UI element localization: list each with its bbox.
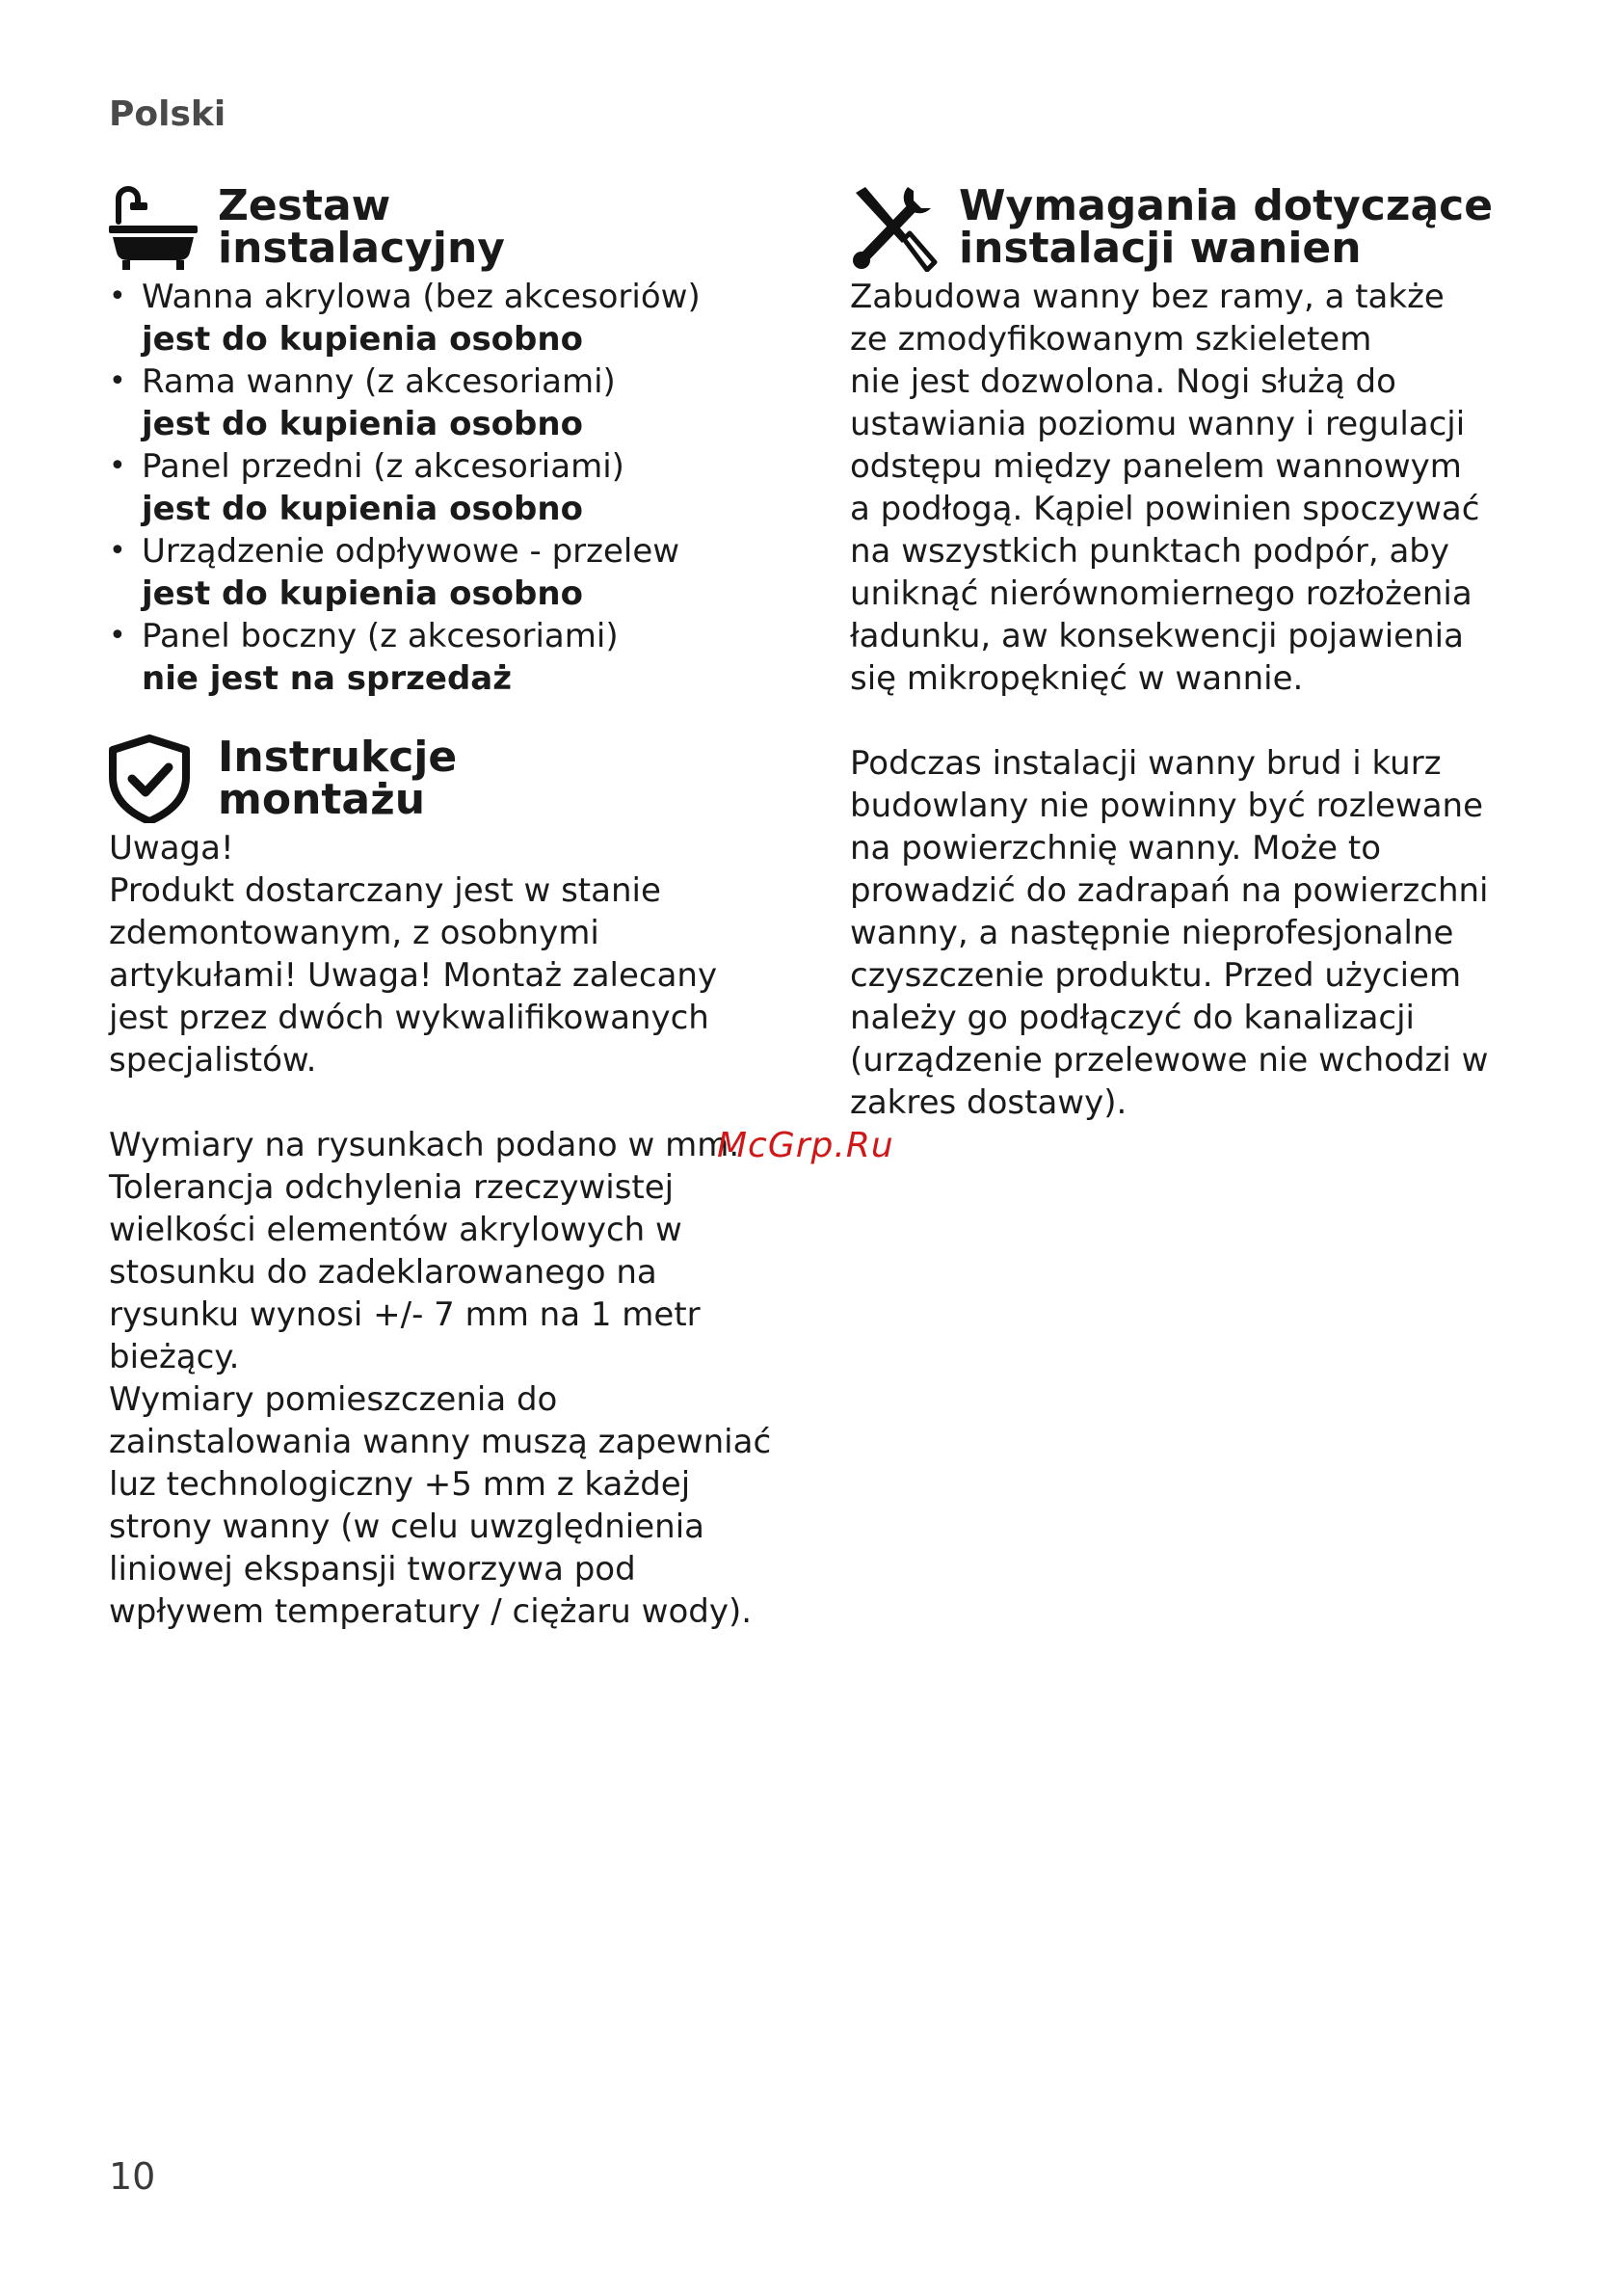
bathtub-shower-icon <box>109 183 198 272</box>
list-item: • Urządzenie odpływowe - przelew jest do kupienia osobno <box>109 530 764 615</box>
mounting-section <box>109 734 803 1633</box>
requirements-paragraph-1: Zabudowa wanny bez ramy, a także ze zmodyfikowanym szkieletem nie jest dozwolona. Nogi służą do ustawiania poziomu wanny i regulacji odstępu między panelem wannowym a podłogą. Kąpiel powinien spoczywać na wszystkich punktach podpór, aby uniknąć nierównomiernego rozłożenia ładunku, aw konsekwencji pojawienia się mikropęknięć w wannie. <box>850 278 1480 698</box>
requirements-paragraph-2: Podczas instalacji wanny brud i kurz budowlany nie powinny być rozlewane na powierzchnię wanny. Może to prowadzić do zadrapań na powierzchni wanny, a następnie nieprofesjonalne czyszczenie produktu. Przed użyciem należy go podłączyć do kanalizacji (urządzenie przelewowe nie wchodzi w zakres dostawy). <box>850 744 1489 1122</box>
mounting-title: Instrukcje montażu <box>218 733 458 824</box>
wrench-screwdriver-icon <box>850 183 939 272</box>
mounting-paragraph-2: Wymiary na rysunkach podano w mm. Tolerancja odchylenia rzeczywistej wielkości elementów akrylowych w stosunku do zadeklarowanego na rysunku wynosi +/- 7 mm na 1 metr bieżący. Wymiary pomieszczenia do zainstalowania wanny muszą zapewniać luz technologiczny +5 mm z każdej strony wanny (w celu uwzględnienia liniowej ekspansji tworzywa pod wpływem temperatury / ciężaru wody). <box>109 1126 772 1631</box>
kit-section <box>109 183 764 700</box>
watermark: McGrp.Ru <box>717 1126 894 1165</box>
list-item: • Rama wanny (z akcesoriami) jest do kupienia osobno <box>109 360 764 445</box>
requirements-section <box>850 183 1582 1124</box>
list-item: • Panel boczny (z akcesoriami) nie jest na sprzedaż <box>109 615 764 700</box>
list-item: • Panel przedni (z akcesoriami) jest do kupienia osobno <box>109 445 764 530</box>
kit-title: Zestaw instalacyjny <box>218 181 505 273</box>
shield-check-icon <box>109 734 198 823</box>
page-number: 10 <box>109 2155 156 2198</box>
language-label: Polski <box>109 94 226 134</box>
kit-heading <box>109 183 764 276</box>
mounting-heading <box>109 734 803 827</box>
list-item: • Wanna akrylowa (bez akcesoriów) jest do kupienia osobno <box>109 276 764 360</box>
mounting-paragraph-1: Uwaga! Produkt dostarczany jest w stanie zdemontowanym, z osobnymi artykułami! Uwaga! Montaż zalecany jest przez dwóch wykwalifikowanych specjalistów. <box>109 829 718 1080</box>
kit-list <box>109 276 764 700</box>
requirements-heading <box>850 183 1582 276</box>
requirements-title: Wymagania dotyczące instalacji wanien <box>959 181 1494 273</box>
